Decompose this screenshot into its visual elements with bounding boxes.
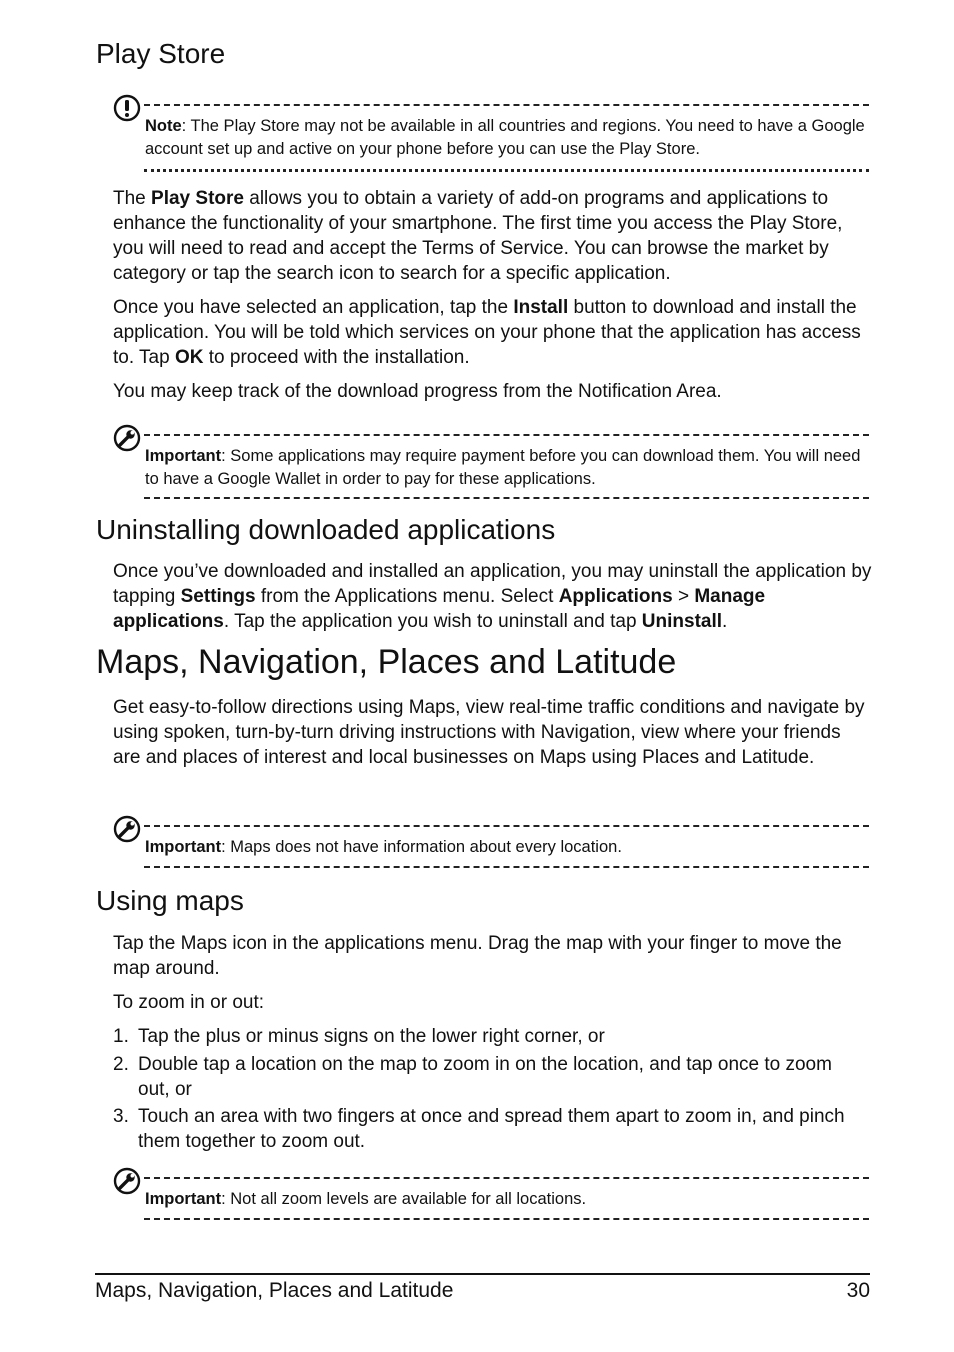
note-box xyxy=(96,104,871,174)
note-text: Note: The Play Store may not be available in all countries and regions. You need to have a Google account set up and active on your phone before you can use the Play Store. xyxy=(145,117,865,158)
heading-uninstalling: Uninstalling downloaded applications xyxy=(96,514,556,545)
important-text: Important: Some applications may require payment before you can download them. You will need to have a Google Wallet in order to pay for these applications. xyxy=(145,447,861,488)
important-box xyxy=(96,434,871,502)
dotted-divider-bottom xyxy=(144,1218,869,1220)
paragraph: You may keep track of the download progress from the Notification Area. xyxy=(113,381,722,402)
important-text: Important: Maps does not have information about every location. xyxy=(145,838,622,856)
important-text: Important: Not all zoom levels are available for all locations. xyxy=(145,1190,587,1208)
heading-maps-navigation: Maps, Navigation, Places and Latitude xyxy=(96,643,677,681)
dotted-divider-bottom xyxy=(144,169,869,172)
paragraph: Get easy-to-follow directions using Maps, view real-time traffic conditions and navigate by using spoken, turn-by-turn driving instructions with Navigation, view where your friends are and places of interest and local businesses on Maps using Places and Latitude. xyxy=(113,697,865,768)
dotted-divider-top xyxy=(144,825,869,827)
important-box xyxy=(96,1177,871,1223)
dotted-divider-bottom xyxy=(144,866,869,868)
paragraph: Once you’ve downloaded and installed an application, you may uninstall the application by tapping Settings from the Applications menu. Select Applications > Manage applications. Tap the application you wish to uninstall and tap Uninstall. xyxy=(113,561,872,632)
paragraph: Once you have selected an application, tap the Install button to download and install the application. You will be told which services on your phone that the application has access to. Tap OK to proceed with the installation. xyxy=(113,297,861,368)
dotted-divider-top xyxy=(144,1177,869,1179)
wrench-icon xyxy=(113,424,141,452)
zoom-steps-list: 1. Tap the plus or minus signs on the lower right corner, or 2. Double tap a location on the map to zoom in on the location, and tap once to zoom out, or 3. Touch an area with two fingers at once and spread them apart to zoom in, and pinch them together to zoom out. xyxy=(113,1026,845,1152)
dotted-divider-bottom xyxy=(144,497,869,499)
exclamation-icon xyxy=(113,94,141,122)
heading-play-store: Play Store xyxy=(96,38,226,69)
paragraph: The Play Store allows you to obtain a variety of add-on programs and applications to enhance the functionality of your smartphone. The first time you access the Play Store, you will need to read and accept the Terms of Service. You can browse the market by category or tap the search icon to search for a specific application. xyxy=(113,188,843,284)
paragraph: Tap the Maps icon in the applications menu. Drag the map with your finger to move the map around. xyxy=(113,933,842,979)
page-number: 30 xyxy=(846,1279,870,1302)
wrench-icon xyxy=(113,1167,141,1195)
footer-rule xyxy=(95,1273,870,1275)
heading-using-maps: Using maps xyxy=(96,885,244,916)
footer-title: Maps, Navigation, Places and Latitude xyxy=(95,1279,454,1302)
dotted-divider-top xyxy=(144,434,869,436)
paragraph: To zoom in or out: xyxy=(113,992,265,1013)
dotted-divider-top xyxy=(144,104,869,106)
important-box xyxy=(96,825,871,871)
wrench-icon xyxy=(113,815,141,843)
